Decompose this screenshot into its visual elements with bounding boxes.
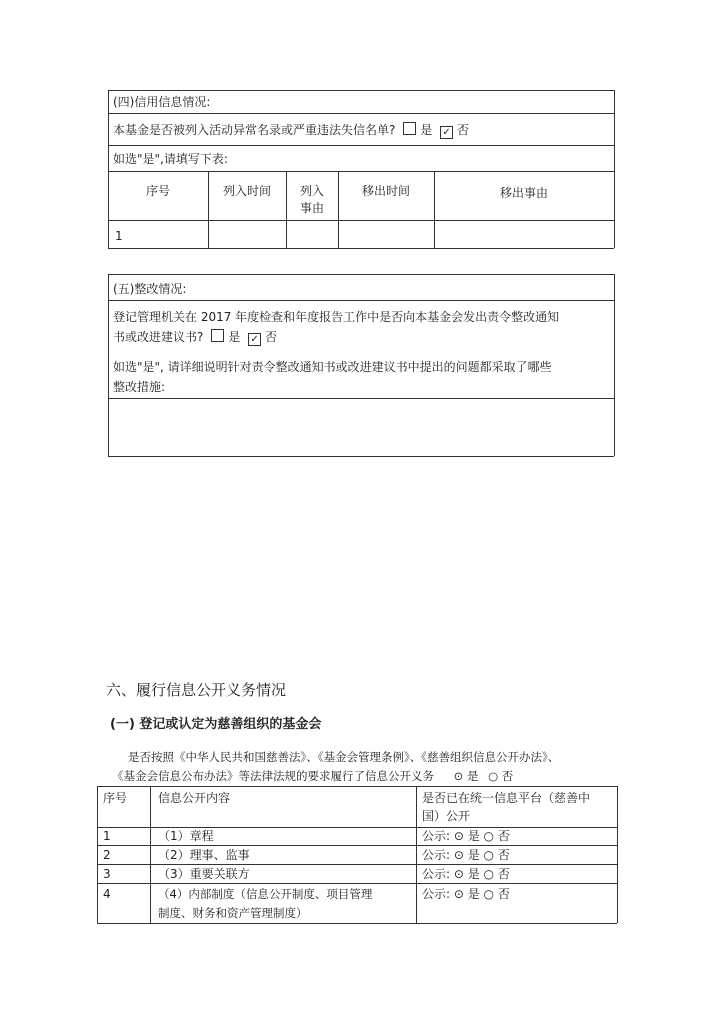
rule — [614, 274, 615, 456]
row-content: （3）重要关联方 — [158, 867, 250, 881]
rule — [108, 171, 614, 172]
rule — [416, 786, 417, 923]
row-content: （1）章程 — [158, 829, 214, 843]
credit-question — [113, 122, 469, 139]
row-content-line2: 制度、财务和资产管理制度） — [158, 906, 308, 920]
row-no: 1 — [103, 829, 111, 843]
checkbox-no[interactable]: ✓ — [248, 333, 261, 346]
paragraph-line2 — [112, 768, 513, 784]
radio-yes-selected[interactable]: ⊙ 是 — [453, 769, 479, 783]
paragraph-line1: 是否按照《中华人民共和国慈善法》、《基金会管理条例》、《慈善组织信息公开办法》、 — [128, 750, 560, 764]
row-no: 3 — [103, 867, 111, 881]
rule — [97, 786, 98, 923]
rule — [97, 845, 617, 846]
row-status: 公示: ⊙ 是 ○ 否 — [422, 848, 510, 862]
section-title: (五)整改情况: — [113, 282, 187, 296]
rule — [617, 786, 618, 923]
rule — [97, 883, 617, 884]
yes-label: 是 — [420, 123, 433, 137]
rule — [97, 923, 617, 924]
row-no-1: 1 — [115, 229, 123, 243]
rectify-question-line1: 登记管理机关在 2017 年度检查和年度报告工作中是否向本基金会发出责令整改通知 — [113, 310, 560, 324]
row-status: 公示: ⊙ 是 ○ 否 — [422, 887, 510, 901]
col-header-content: 信息公开内容 — [158, 791, 231, 805]
rule — [97, 864, 617, 865]
section-heading: 六、履行信息公开义务情况 — [106, 681, 287, 699]
rectify-note-line2: 整改措施: — [113, 380, 166, 394]
credit-note: 如选"是",请填写下表: — [113, 152, 228, 166]
col-header-list-reason-2: 事由 — [299, 201, 324, 215]
col-header-remove-reason: 移出事由 — [499, 186, 548, 200]
paragraph-text: 《基金会信息公布办法》等法律法规的要求履行了信息公开义务 — [112, 769, 434, 783]
rule — [108, 274, 109, 456]
col-header-list-time: 列入时间 — [222, 184, 271, 198]
row-content-line1: （4）内部制度（信息公开制度、项目管理 — [158, 887, 373, 901]
row-no: 4 — [103, 887, 111, 901]
rule — [108, 248, 614, 249]
rule — [108, 398, 614, 399]
question-text: 本基金是否被列入活动异常名录或严重违法失信名单? — [113, 123, 396, 137]
rule — [108, 90, 109, 248]
question-text: 书或改进建议书? — [113, 330, 204, 344]
rule — [150, 786, 151, 923]
col-header-no: 序号 — [145, 184, 170, 198]
row-no: 2 — [103, 848, 111, 862]
checkbox-yes[interactable] — [403, 122, 416, 135]
rule — [108, 274, 614, 275]
checkbox-yes[interactable] — [211, 329, 224, 342]
rule — [108, 220, 614, 221]
col-header-status-2: 国）公开 — [422, 809, 471, 823]
rule — [108, 145, 614, 146]
sub-heading: (一) 登记或认定为慈善组织的基金会 — [110, 717, 322, 732]
rule — [97, 786, 617, 787]
rectify-note-line1: 如选"是", 请详细说明针对责令整改通知书或改进建议书中提出的问题都采取了哪些 — [113, 360, 552, 374]
row-status: 公示: ⊙ 是 ○ 否 — [422, 867, 510, 881]
row-status: 公示: ⊙ 是 ○ 否 — [422, 829, 510, 843]
col-header-status-1: 是否已在统一信息平台（慈善中 — [422, 791, 591, 805]
rule — [108, 456, 614, 457]
rule — [614, 90, 615, 248]
checkbox-no[interactable]: ✓ — [440, 126, 453, 139]
col-header-no: 序号 — [103, 791, 128, 805]
rule — [108, 90, 614, 91]
col-header-list-reason-1: 列入 — [299, 184, 324, 198]
yes-label: 是 — [228, 330, 241, 344]
no-label: 否 — [265, 330, 278, 344]
col-header-remove-time: 移出时间 — [361, 184, 410, 198]
rule — [108, 113, 614, 114]
section-title: (四)信用信息情况: — [113, 95, 211, 109]
no-label: 否 — [457, 123, 470, 137]
rectify-question-line2 — [113, 329, 277, 346]
rule — [108, 300, 614, 301]
radio-no[interactable]: ○ 否 — [488, 769, 514, 783]
rule — [434, 171, 435, 248]
row-content: （2）理事、监事 — [158, 848, 250, 862]
